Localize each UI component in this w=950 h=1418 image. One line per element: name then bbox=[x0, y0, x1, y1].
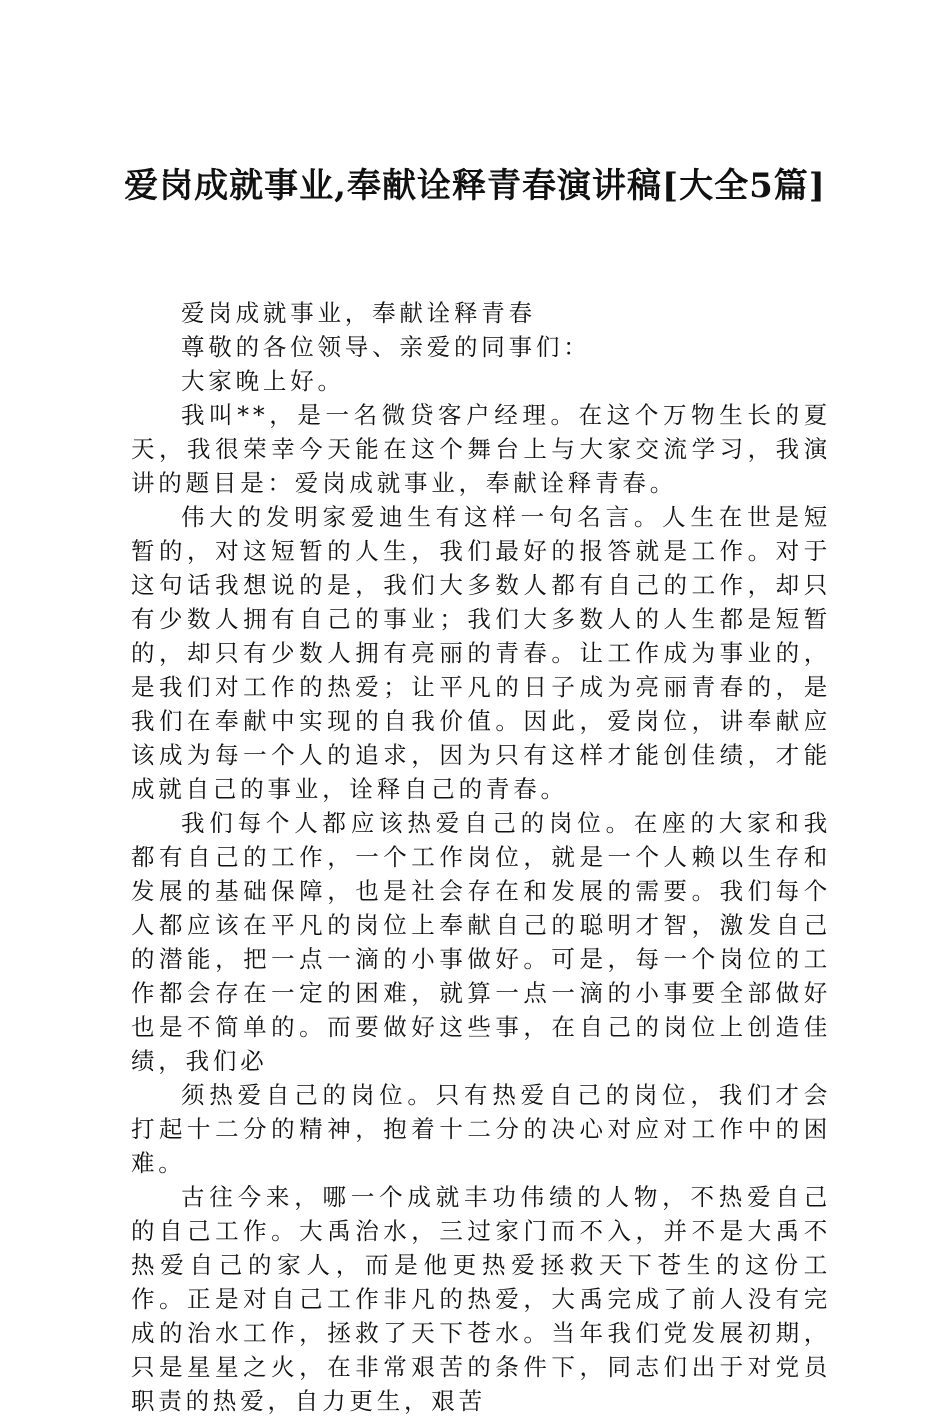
paragraph-dayu-example: 古往今来，哪一个成就丰功伟绩的人物，不热爱自己的自己工作。大禹治水，三过家门而不入，并不是大禹不热爱自己的家人，而是他更热爱拯救天下苍生的这份工作。正是对自己工作非凡的热爱，大禹完成了前人没有完成的治水工作，拯救了天下苍水。当年我们党发展初期，只是星星之火，在非常艰苦的条件下，同志们出于对党员职责的热爱，自力更生，艰苦 bbox=[131, 1183, 831, 1415]
paragraph-introduction: 我叫**，是一名微贷客户经理。在这个万物生长的夏天，我很荣幸今天能在这个舞台上与大家交流学习，我演讲的题目是：爱岗成就事业，奉献诠释青春。 bbox=[131, 401, 831, 497]
document-title: 爱岗成就事业,奉献诠释青春演讲稿[大全5篇] bbox=[124, 166, 826, 206]
paragraph-edison-quote: 伟大的发明家爱迪生有这样一句名言。人生在世是短暂的，对这短暂的人生，我们最好的报答就是工作。对于这句话我想说的是，我们大多数人都有自己的工作，却只有少数人拥有自己的事业；我们大多数人的人生都是短暂的，却只有少数人拥有亮丽的青春。让工作成为事业的，是我们对工作的热爱；让平凡的日子成为亮丽青春的，是我们在奉献中实现的自我价值。因此，爱岗位，讲奉献应该成为每一个人的追求，因为只有这样才能创佳绩，才能成就自己的事业，诠释自己的青春。 bbox=[131, 503, 831, 803]
paragraph-love-your-post: 我们每个人都应该热爱自己的岗位。在座的大家和我都有自己的工作，一个工作岗位，就是一个人赖以生存和发展的基础保障，也是社会存在和发展的需要。我们每个人都应该在平凡的岗位上奉献自己的聪明才智，激发自己的潜能，把一点一滴的小事做好。可是，每一个岗位的工作都会存在一定的困难，就算一点一滴的小事要全部做好也是不简单的。而要做好这些事，在自己的岗位上创造佳绩，我们必 bbox=[131, 809, 831, 1075]
paragraph-must-love-post: 须热爱自己的岗位。只有热爱自己的岗位，我们才会打起十二分的精神，抱着十二分的决心对应对工作中的困难。 bbox=[131, 1081, 831, 1177]
paragraph-salutation: 尊敬的各位领导、亲爱的同事们： bbox=[181, 333, 591, 361]
document-body bbox=[131, 296, 831, 1418]
paragraph-subtitle: 爱岗成就事业，奉献诠释青春 bbox=[181, 299, 536, 327]
paragraph-greeting: 大家晚上好。 bbox=[181, 367, 345, 395]
